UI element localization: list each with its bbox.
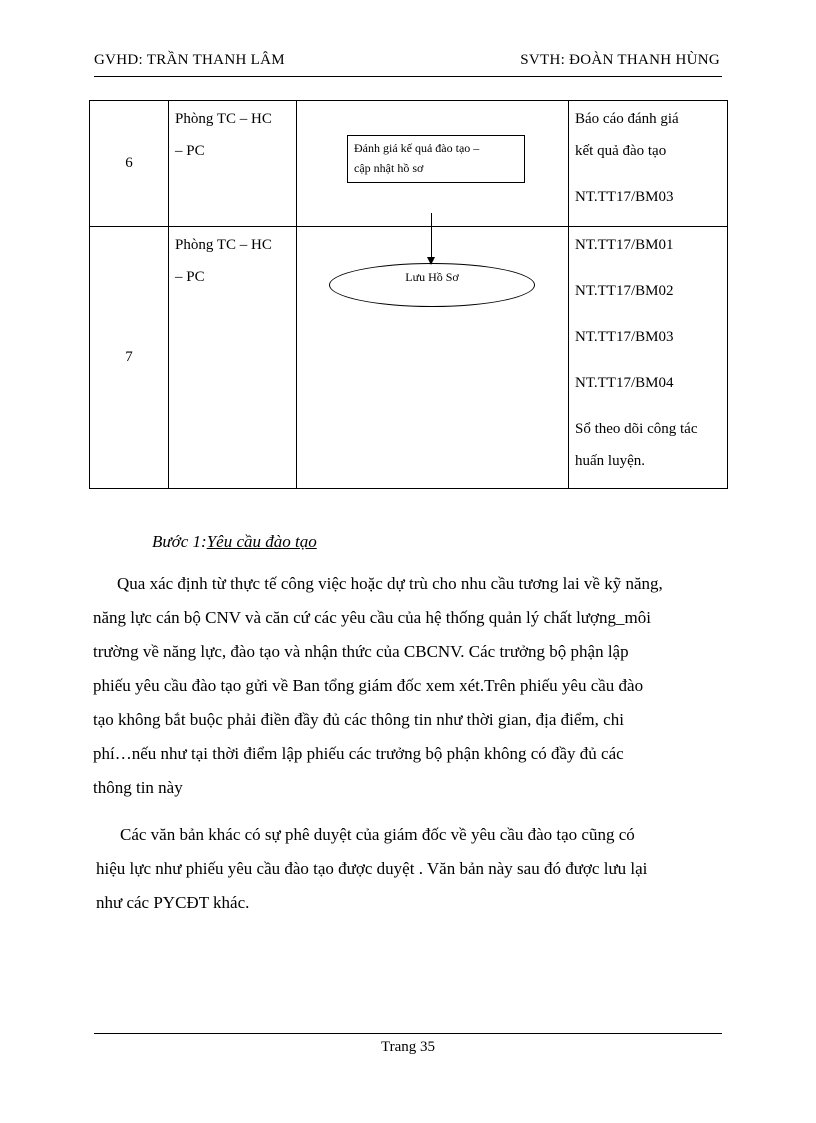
department-line: Phòng TC – HC [175, 237, 272, 253]
paragraph-training-request [93, 567, 725, 805]
paragraph-line: phí…nếu như tại thời điểm lập phiếu các trưởng bộ phận không có đầy đủ các [93, 744, 624, 763]
department-line: – PC [175, 269, 205, 285]
paragraph-line: Qua xác định từ thực tế công việc hoặc dự trù cho nhu cầu tương lai về kỹ năng, [117, 574, 663, 593]
flowchart-cell [297, 227, 569, 489]
responsible-department [169, 227, 297, 489]
document-item: kết quả đào tạo [575, 143, 667, 159]
paragraph-line: như các PYCĐT khác. [96, 893, 250, 912]
responsible-department [169, 101, 297, 227]
paragraph-other-documents [96, 818, 728, 920]
document-item: NT.TT17/BM01 [575, 237, 674, 253]
table-row [90, 101, 728, 227]
flow-arrow-head [427, 257, 435, 265]
process-box-evaluate [347, 135, 525, 183]
terminal-ellipse-archive: Lưu Hồ Sơ [329, 263, 535, 307]
paragraph-line: Các văn bản khác có sự phê duyệt của giám đốc về yêu cầu đào tạo cũng có [120, 825, 635, 844]
flowchart-cell [297, 101, 569, 227]
flow-arrow-shaft [431, 213, 432, 259]
paragraph-line: phiếu yêu cầu đào tạo gửi về Ban tổng giám đốc xem xét.Trên phiếu yêu cầu đào [93, 676, 644, 695]
paragraph-line: thông tin này [93, 778, 183, 797]
step-number: 7 [90, 227, 169, 489]
process-box-line: cập nhật hồ sơ [354, 161, 424, 175]
documents-cell [569, 227, 728, 489]
header-divider [94, 76, 722, 77]
step-title: Yêu cầu đào tạo [206, 532, 317, 551]
page-number: Trang 35 [380, 1039, 436, 1055]
header-advisor: GVHD: TRẦN THANH LÂM [94, 52, 285, 68]
step-number: 6 [90, 101, 169, 227]
document-item: NT.TT17/BM03 [575, 329, 674, 345]
table-row [90, 227, 728, 489]
department-line: Phòng TC – HC [175, 111, 272, 127]
document-item: NT.TT17/BM03 [575, 189, 674, 205]
document-item: NT.TT17/BM02 [575, 283, 674, 299]
page-header [94, 50, 722, 74]
document-item: NT.TT17/BM04 [575, 375, 674, 391]
paragraph-line: tạo không bắt buộc phải điền đầy đủ các thông tin như thời gian, địa điểm, chi [93, 710, 624, 729]
step-label: Bước 1: [152, 532, 207, 551]
process-flow-table [89, 100, 728, 489]
document-item: huấn luyện. [575, 453, 645, 469]
paragraph-line: hiệu lực như phiếu yêu cầu đào tạo được duyệt . Văn bản này sau đó được lưu lại [96, 859, 648, 878]
paragraph-line: trường về năng lực, đào tạo và nhận thức của CBCNV. Các trưởng bộ phận lập [93, 642, 629, 661]
department-line: – PC [175, 143, 205, 159]
footer-divider [94, 1033, 722, 1034]
documents-cell [569, 101, 728, 227]
header-student: SVTH: ĐOÀN THANH HÙNG [520, 52, 720, 68]
process-box-line: Đánh giá kế quả đào tạo – [354, 141, 480, 155]
paragraph-line: năng lực cán bộ CNV và căn cứ các yêu cầu của hệ thống quản lý chất lượng_môi [93, 608, 651, 627]
document-item: Sổ theo dõi công tác [575, 421, 698, 437]
document-item: Báo cáo đánh giá [575, 111, 679, 127]
step-heading [152, 532, 317, 552]
